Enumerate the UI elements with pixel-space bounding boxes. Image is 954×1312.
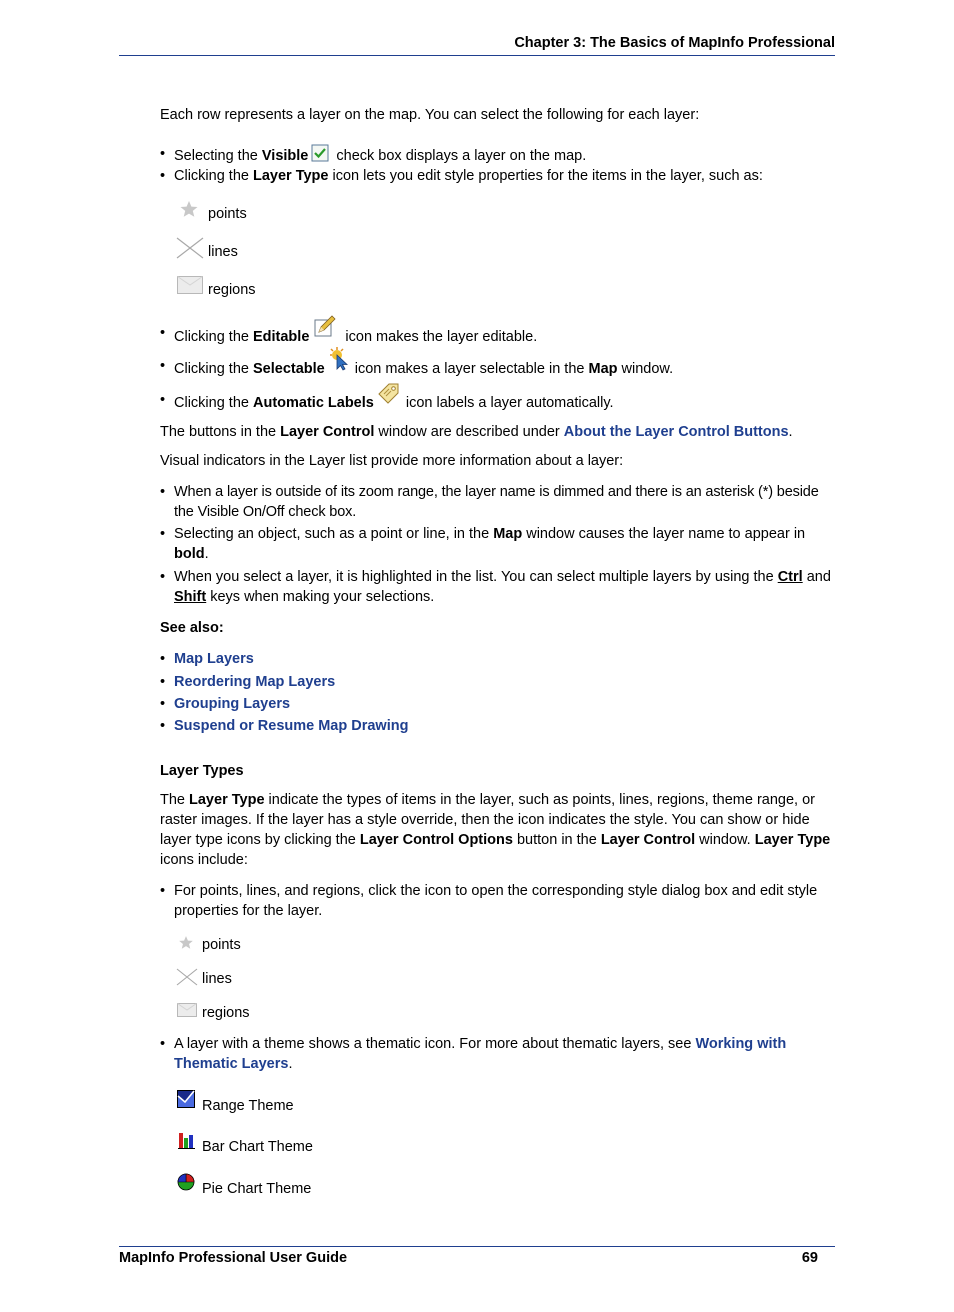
layer-types-paragraph: The Layer Type indicate the types of items in the layer, such as points, lines, regions, theme range, or raster images. If the layer has a style override, then the icon indicates the style. You can show or hide layer type icons by clicking the Layer Control Options button in the Layer Control window. Layer Type icons include:	[160, 792, 831, 868]
type-label-points: points	[202, 937, 241, 953]
intro-paragraph: Each row represents a layer on the map. You can select the following for each layer:	[160, 107, 700, 123]
bullet-layer-type: • Clicking the Layer Type icon lets you edit style properties for the items in the layer, such as:	[160, 168, 763, 184]
type-label-regions: regions	[208, 282, 256, 298]
type-label-points: points	[208, 206, 247, 222]
chapter-header: Chapter 3: The Basics of MapInfo Professional	[514, 35, 835, 51]
line-cross-icon	[176, 968, 198, 990]
see-also-item	[160, 716, 836, 736]
point-star-icon	[178, 935, 194, 954]
bullet-selectable: • Clicking the Selectable icon makes a layer selectable in the Map window.	[160, 356, 836, 379]
see-also-item	[160, 672, 836, 692]
bullet-dot: •	[160, 358, 166, 374]
bullet-thematic: • A layer with a theme shows a thematic icon. For more about thematic layers, see Working with Thematic Layers.	[160, 1036, 787, 1072]
bullet-dot: •	[160, 883, 166, 899]
link-layer-control-buttons[interactable]: About the Layer Control Buttons	[563, 424, 789, 440]
region-icon	[177, 1003, 197, 1021]
page-number: 69	[801, 1250, 818, 1266]
bullet-dot: •	[160, 718, 166, 734]
theme-label-pie: Pie Chart Theme	[202, 1181, 312, 1197]
line-cross-icon	[176, 237, 204, 263]
region-icon	[177, 276, 203, 298]
bullet-dot: •	[160, 1036, 166, 1052]
bullet-dot: •	[160, 651, 166, 667]
see-also-item	[160, 694, 836, 714]
layer-control-paragraph: The buttons in the Layer Control window are described under About the Layer Control Buttons.	[160, 424, 793, 440]
footer-title: MapInfo Professional User Guide	[119, 1250, 348, 1266]
header-rule	[119, 55, 835, 56]
range-theme-icon	[177, 1090, 195, 1112]
visual-indicators-paragraph: Visual indicators in the Layer list provide more information about a layer:	[160, 453, 624, 469]
bullet-dot: •	[160, 696, 166, 712]
link-working-with-thematic-layers[interactable]: Working with Thematic Layers	[174, 1036, 787, 1072]
link-reordering-map-layers[interactable]: Reordering Map Layers	[174, 674, 336, 690]
pie-chart-theme-icon	[177, 1173, 195, 1195]
bullet-dot: •	[160, 674, 166, 690]
link-grouping-layers[interactable]: Grouping Layers	[174, 696, 291, 712]
editable-pencil-icon	[313, 323, 337, 345]
footer-rule	[119, 1246, 835, 1247]
bullet-dot: •	[160, 325, 166, 341]
point-star-icon	[179, 200, 199, 222]
selectable-cursor-icon	[327, 356, 349, 376]
link-map-layers[interactable]: Map Layers	[174, 651, 254, 667]
theme-label-range: Range Theme	[202, 1098, 294, 1114]
bullet-editable: • Clicking the Editable icon makes the layer editable.	[160, 323, 836, 347]
type-label-lines: lines	[208, 244, 238, 260]
bullet-style-dialog: • For points, lines, and regions, click the icon to open the corresponding style dialog box and edit style properties for the layer.	[160, 883, 818, 919]
type-label-regions: regions	[202, 1005, 250, 1021]
theme-label-bar: Bar Chart Theme	[202, 1139, 313, 1155]
layer-types-heading: Layer Types	[160, 763, 244, 779]
link-suspend-resume-map-drawing[interactable]: Suspend or Resume Map Drawing	[174, 718, 409, 734]
bullet-auto-labels: • Clicking the Automatic Labels icon labels a layer automatically.	[160, 390, 836, 413]
bullet-dot: •	[160, 392, 166, 408]
checkbox-icon	[311, 144, 329, 162]
bullet-zoom-range: • When a layer is outside of its zoom range, the layer name is dimmed and there is an asterisk (*) beside the Visible On/Off check box.	[160, 484, 819, 520]
bullet-dot: •	[160, 146, 166, 162]
see-also-item	[160, 649, 836, 669]
type-label-lines: lines	[202, 971, 232, 987]
bullet-dot: •	[160, 168, 166, 184]
bullet-dot: •	[160, 526, 166, 542]
label-tag-icon	[376, 390, 400, 410]
bullet-visible: • Selecting the Visible check box displays a layer on the map.	[160, 146, 587, 164]
bullet-bold: • Selecting an object, such as a point or line, in the Map window causes the layer name to appear in bold.	[160, 526, 806, 562]
bar-chart-theme-icon	[178, 1131, 196, 1153]
bullet-dot: •	[160, 484, 166, 500]
bullet-dot: •	[160, 569, 166, 585]
bullet-multi-select: • When you select a layer, it is highlighted in the list. You can select multiple layers by using the Ctrl and Shift keys when making your selections.	[160, 569, 831, 605]
see-also-title: See also:	[160, 620, 224, 636]
